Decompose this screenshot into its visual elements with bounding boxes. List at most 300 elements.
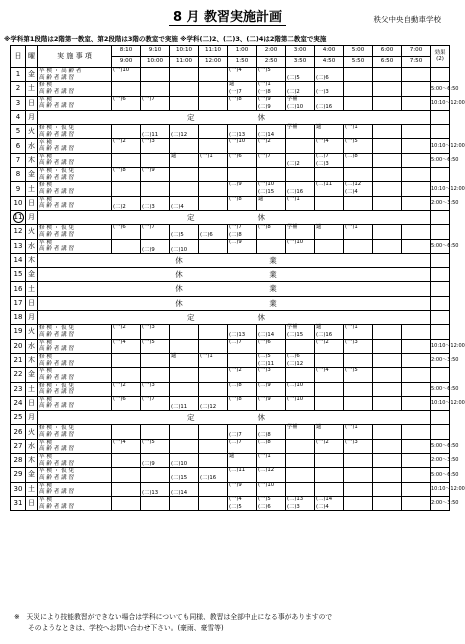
lesson-slot	[170, 425, 199, 439]
day-row	[11, 253, 450, 267]
activity-items	[38, 468, 112, 482]
lesson-slot	[402, 125, 431, 139]
lesson-slot	[141, 182, 170, 196]
lesson-upper: 適	[258, 195, 264, 202]
day-row	[11, 282, 450, 296]
header-start-time: 5:00	[344, 46, 373, 57]
lesson-slot	[199, 239, 228, 253]
day-number	[11, 210, 26, 224]
lesson-slot	[199, 353, 228, 367]
activity-item: 高 齢 者 講 習	[39, 432, 75, 439]
lesson-lower: (二)8	[258, 432, 271, 439]
lesson-slot	[141, 139, 170, 153]
lesson-upper: (一)4	[113, 338, 126, 345]
activity-items	[38, 96, 112, 110]
lesson-slot	[228, 496, 257, 510]
lesson-slot	[344, 96, 373, 110]
lesson-upper: (一)10	[287, 395, 304, 402]
lesson-lower: (二)3	[287, 503, 300, 510]
lesson-slot	[286, 196, 315, 210]
lesson-slot	[141, 339, 170, 353]
lesson-slot	[315, 96, 344, 110]
day-number-text: 19	[13, 327, 23, 336]
day-of-week: 月	[26, 311, 38, 325]
day-number	[11, 396, 26, 410]
effect-time	[431, 296, 450, 310]
effect-time: 10:10～12:00	[431, 182, 450, 196]
lesson-slot	[141, 68, 170, 82]
activity-item: 卒 検	[39, 396, 52, 403]
lesson-slot	[228, 239, 257, 253]
lesson-upper: (二)7	[229, 438, 242, 445]
lesson-upper: (一)2	[113, 381, 126, 388]
lesson-slot	[141, 482, 170, 496]
effect-time: 10:10～12:00	[431, 482, 450, 496]
lesson-slot	[112, 139, 141, 153]
activity-items	[38, 239, 112, 253]
lesson-slot	[402, 325, 431, 339]
lesson-upper: (一)8	[258, 224, 271, 231]
header-row-start	[11, 46, 450, 57]
lesson-slot	[286, 82, 315, 96]
lesson-slot	[170, 482, 199, 496]
header-end-time: 2:50	[257, 57, 286, 68]
header-start-time: 1:00	[228, 46, 257, 57]
lesson-slot	[141, 96, 170, 110]
lesson-slot	[402, 225, 431, 239]
day-number	[11, 253, 26, 267]
lesson-slot	[373, 125, 402, 139]
day-number	[11, 496, 26, 510]
lesson-upper: 適	[316, 124, 322, 131]
lesson-slot	[141, 239, 170, 253]
lesson-slot	[373, 482, 402, 496]
lesson-lower: (二)13	[229, 132, 246, 139]
activity-items	[38, 496, 112, 510]
day-row	[11, 353, 450, 367]
activity-item: 卒 検	[39, 339, 52, 346]
lesson-slot	[141, 368, 170, 382]
activity-item: 修 検 ・ 仮 免	[39, 382, 75, 389]
effect-time: 5:00～6:50	[431, 439, 450, 453]
lesson-upper: (一)8	[229, 195, 242, 202]
day-number-text: 21	[13, 356, 23, 365]
activity-item: 高 齢 者 講 習	[39, 174, 75, 181]
lesson-slot	[228, 368, 257, 382]
lesson-slot	[373, 496, 402, 510]
lesson-slot	[402, 239, 431, 253]
effect-time: 5:00～6:50	[431, 468, 450, 482]
lesson-slot	[344, 139, 373, 153]
lesson-slot	[373, 168, 402, 182]
activity-item: 修 検	[39, 82, 52, 89]
lesson-upper: (二)6	[287, 352, 300, 359]
lesson-upper: (一)7	[258, 152, 271, 159]
activity-item: 高 齢 者 講 習	[39, 88, 75, 95]
lesson-slot	[373, 468, 402, 482]
day-number	[11, 382, 26, 396]
lesson-lower: (二)14	[258, 132, 275, 139]
day-number	[11, 196, 26, 210]
lesson-slot	[228, 425, 257, 439]
lesson-upper: (二)11	[229, 467, 246, 474]
closed-day-label: 休 業	[38, 282, 431, 296]
lesson-slot	[228, 168, 257, 182]
day-of-week: 火	[26, 425, 38, 439]
header-end-time: 6:50	[373, 57, 402, 68]
lesson-upper: (一)3	[258, 367, 271, 374]
lesson-slot	[286, 182, 315, 196]
lesson-slot	[402, 382, 431, 396]
lesson-upper: (一)3	[142, 324, 155, 331]
lesson-upper: 適	[171, 152, 177, 159]
lesson-slot	[257, 182, 286, 196]
activity-item: 卒 検	[39, 153, 52, 160]
lesson-slot	[257, 368, 286, 382]
lesson-slot	[373, 225, 402, 239]
day-number-text: 8	[15, 170, 21, 179]
lesson-slot	[344, 325, 373, 339]
day-number-text: 23	[13, 384, 23, 393]
lesson-slot	[257, 325, 286, 339]
lesson-lower: (二)12	[171, 132, 188, 139]
activity-item: 高 齢 者 講 習	[39, 503, 75, 510]
footer-line: ※ 天災により技能教習ができない場合は学科についても同様、教習は全部中止になる事がありますので	[14, 613, 333, 621]
activity-item: 卒 検	[39, 239, 52, 246]
lesson-slot	[344, 382, 373, 396]
lesson-lower: (二)16	[200, 475, 217, 482]
lesson-lower: (二)7	[229, 432, 242, 439]
lesson-slot	[199, 68, 228, 82]
lesson-slot	[112, 339, 141, 353]
closed-day-label: 定 休	[38, 110, 431, 124]
lesson-lower: (二)16	[316, 332, 333, 339]
day-number-text: 31	[13, 499, 23, 508]
activity-items	[38, 196, 112, 210]
lesson-upper: (一)9	[229, 481, 242, 488]
day-of-week: 火	[26, 325, 38, 339]
lesson-slot	[315, 368, 344, 382]
lesson-upper: (一)5	[345, 367, 358, 374]
lesson-slot	[402, 153, 431, 167]
effect-time	[431, 210, 450, 224]
activity-items	[38, 425, 112, 439]
lesson-lower: (二)4	[171, 203, 184, 210]
lesson-lower: (二)4	[345, 189, 358, 196]
lesson-upper: (一)5	[258, 67, 271, 73]
closed-day-label: 定 休	[38, 411, 431, 425]
day-number	[11, 482, 26, 496]
activity-item: 高 齢 者 講 習	[39, 189, 75, 196]
effect-time: 10:10～12:00	[431, 339, 450, 353]
activity-item: 修 検 ・ 仮 免	[39, 425, 75, 432]
day-row	[11, 225, 450, 239]
lesson-slot	[228, 196, 257, 210]
lesson-slot	[315, 68, 344, 82]
activity-items	[38, 225, 112, 239]
lesson-slot	[228, 68, 257, 82]
lesson-upper: (一)6	[113, 395, 126, 402]
lesson-lower: (二)3	[316, 160, 329, 167]
lesson-slot	[373, 439, 402, 453]
lesson-upper: 学補	[287, 324, 298, 331]
day-number	[11, 225, 26, 239]
lesson-slot	[141, 168, 170, 182]
activity-item: 高 齢 者 講 習	[39, 474, 75, 481]
day-row	[11, 396, 450, 410]
day-number-text: 10	[13, 198, 23, 207]
lesson-slot	[257, 153, 286, 167]
lesson-slot	[315, 482, 344, 496]
lesson-slot	[373, 368, 402, 382]
lesson-lower: (一)8	[258, 89, 271, 96]
activity-item: 高 齢 者 講 習	[39, 246, 75, 253]
activity-items	[38, 139, 112, 153]
day-number	[11, 139, 26, 153]
lesson-slot	[257, 96, 286, 110]
effect-time: 10:10～12:00	[431, 96, 450, 110]
lesson-slot	[228, 439, 257, 453]
lesson-slot	[141, 125, 170, 139]
day-row	[11, 382, 450, 396]
lesson-upper: (一)5	[345, 138, 358, 145]
day-of-week: 水	[26, 239, 38, 253]
lesson-slot	[402, 68, 431, 82]
lesson-lower: (二)12	[200, 403, 217, 410]
day-number-text: 12	[13, 227, 23, 236]
lesson-slot	[373, 196, 402, 210]
lesson-upper: (一)6	[258, 338, 271, 345]
lesson-slot	[141, 382, 170, 396]
lesson-slot	[170, 82, 199, 96]
lesson-slot	[344, 239, 373, 253]
lesson-slot	[315, 182, 344, 196]
lesson-slot	[402, 482, 431, 496]
day-number-text: 13	[13, 241, 23, 250]
activity-item: 高 齢 者 講 習	[39, 360, 75, 367]
lesson-slot	[402, 496, 431, 510]
day-of-week: 土	[26, 82, 38, 96]
day-row	[11, 311, 450, 325]
day-of-week: 火	[26, 125, 38, 139]
activity-item: 卒 検	[39, 96, 52, 103]
lesson-lower: (二)3	[142, 203, 155, 210]
day-number-text: 6	[15, 141, 21, 150]
day-row	[11, 96, 450, 110]
lesson-upper: (一)8	[229, 95, 242, 102]
lesson-upper: (一)1	[345, 424, 358, 431]
lesson-slot	[286, 439, 315, 453]
day-of-week: 日	[26, 296, 38, 310]
lesson-slot	[112, 196, 141, 210]
lesson-slot	[112, 425, 141, 439]
school-name: 秩父中央自動車学校	[373, 15, 441, 24]
lesson-slot	[286, 139, 315, 153]
day-number-text: 18	[13, 313, 23, 322]
lesson-slot	[199, 439, 228, 453]
lesson-slot	[315, 196, 344, 210]
effect-time: 10:10～12:00	[431, 396, 450, 410]
day-row	[11, 411, 450, 425]
lesson-slot	[257, 139, 286, 153]
activity-item: 卒 検	[39, 368, 52, 375]
closed-day-label: 定 休	[38, 210, 431, 224]
day-of-week: 金	[26, 168, 38, 182]
lesson-slot	[315, 353, 344, 367]
lesson-upper: (一)1	[345, 224, 358, 231]
lesson-slot	[228, 482, 257, 496]
lesson-upper: (一)10	[258, 181, 275, 188]
lesson-slot	[228, 396, 257, 410]
day-of-week: 日	[26, 96, 38, 110]
lesson-slot	[286, 225, 315, 239]
lesson-slot	[112, 396, 141, 410]
activity-items	[38, 439, 112, 453]
lesson-slot	[402, 96, 431, 110]
lesson-upper: (一)9	[258, 95, 271, 102]
lesson-upper: (一)4	[316, 367, 329, 374]
effect-time: 2:00～3:50	[431, 353, 450, 367]
lesson-slot	[141, 496, 170, 510]
lesson-slot	[344, 425, 373, 439]
lesson-upper: (一)2	[229, 367, 242, 374]
lesson-lower: (二)15	[287, 332, 304, 339]
lesson-upper: (一)4	[229, 495, 242, 502]
lesson-slot	[112, 496, 141, 510]
day-of-week: 金	[26, 68, 38, 82]
activity-items	[38, 339, 112, 353]
day-row	[11, 468, 450, 482]
header-end-time: 9:00	[112, 57, 141, 68]
lesson-upper: 学補	[287, 424, 298, 431]
lesson-upper: (二)13	[287, 495, 304, 502]
lesson-slot	[112, 454, 141, 468]
lesson-slot	[170, 439, 199, 453]
activity-item: 高 齢 者 講 習	[39, 146, 75, 153]
lesson-slot	[315, 239, 344, 253]
effect-time	[431, 268, 450, 282]
header-end-time: 4:50	[315, 57, 344, 68]
lesson-slot	[170, 239, 199, 253]
lesson-slot	[344, 468, 373, 482]
lesson-slot	[199, 153, 228, 167]
lesson-slot	[373, 82, 402, 96]
header-start-time: 9:10	[141, 46, 170, 57]
lesson-upper: (一)6	[113, 95, 126, 102]
lesson-slot	[402, 82, 431, 96]
day-row	[11, 268, 450, 282]
lesson-slot	[257, 425, 286, 439]
lesson-slot	[170, 182, 199, 196]
effect-time	[431, 425, 450, 439]
lesson-lower: (二)6	[316, 75, 329, 81]
lesson-slot	[228, 125, 257, 139]
day-number	[11, 182, 26, 196]
lesson-lower: (二)6	[258, 503, 271, 510]
header-start-time: 7:00	[402, 46, 431, 57]
day-row	[11, 153, 450, 167]
effect-time	[431, 411, 450, 425]
activity-item: 高 齢 者 講 習	[39, 131, 75, 138]
day-number	[11, 339, 26, 353]
activity-items	[38, 325, 112, 339]
day-number	[11, 168, 26, 182]
lesson-upper: (一)5	[142, 438, 155, 445]
lesson-slot	[315, 439, 344, 453]
activity-item: 高 齢 者 講 習	[39, 203, 75, 210]
header-end-time: 11:00	[170, 57, 199, 68]
lesson-slot	[344, 125, 373, 139]
lesson-slot	[170, 468, 199, 482]
lesson-slot	[402, 439, 431, 453]
lesson-slot	[402, 396, 431, 410]
lesson-upper: 適	[171, 352, 177, 359]
lesson-upper: (一)2	[113, 324, 126, 331]
day-number	[11, 268, 26, 282]
lesson-slot	[344, 482, 373, 496]
lesson-slot	[286, 96, 315, 110]
lesson-slot	[373, 382, 402, 396]
lesson-slot	[199, 139, 228, 153]
lesson-slot	[257, 496, 286, 510]
lesson-slot	[344, 153, 373, 167]
day-of-week: 日	[26, 496, 38, 510]
lesson-upper: (一)5	[142, 338, 155, 345]
lesson-slot	[315, 139, 344, 153]
lesson-slot	[286, 382, 315, 396]
lesson-slot	[228, 139, 257, 153]
day-of-week: 土	[26, 282, 38, 296]
lesson-slot	[141, 325, 170, 339]
page-title: 8 月 教習実施計画	[0, 6, 455, 25]
day-number-text: 30	[13, 484, 23, 493]
day-row	[11, 68, 450, 82]
activity-item: 高 齢 者 講 習	[39, 489, 75, 496]
lesson-upper: (一)1	[345, 124, 358, 131]
lesson-slot	[228, 353, 257, 367]
lesson-slot	[344, 168, 373, 182]
lesson-lower: (二)2	[287, 89, 300, 96]
day-row	[11, 239, 450, 253]
day-number-text: 16	[13, 284, 23, 293]
closed-day-label: 休 業	[38, 253, 431, 267]
day-of-week: 金	[26, 468, 38, 482]
day-number	[11, 110, 26, 124]
lesson-upper: (二)8	[345, 152, 358, 159]
activity-item: 高 齢 者 講 習	[39, 103, 75, 110]
day-of-week: 金	[26, 268, 38, 282]
day-number-text: 9	[15, 184, 21, 193]
lesson-slot	[199, 382, 228, 396]
day-number	[11, 96, 26, 110]
day-of-week: 水	[26, 139, 38, 153]
header-item: 実 施 事 項	[38, 46, 112, 68]
lesson-slot	[373, 96, 402, 110]
lesson-lower: (二)9	[142, 461, 155, 468]
day-number	[11, 468, 26, 482]
day-of-week: 木	[26, 253, 38, 267]
day-row	[11, 196, 450, 210]
lesson-lower: (二)5	[287, 75, 300, 81]
day-number	[11, 454, 26, 468]
lesson-slot	[199, 196, 228, 210]
header-day: 日	[11, 46, 26, 68]
lesson-upper: (一)7	[142, 95, 155, 102]
activity-items	[38, 382, 112, 396]
lesson-slot	[228, 153, 257, 167]
lesson-slot	[373, 182, 402, 196]
day-row	[11, 496, 450, 510]
